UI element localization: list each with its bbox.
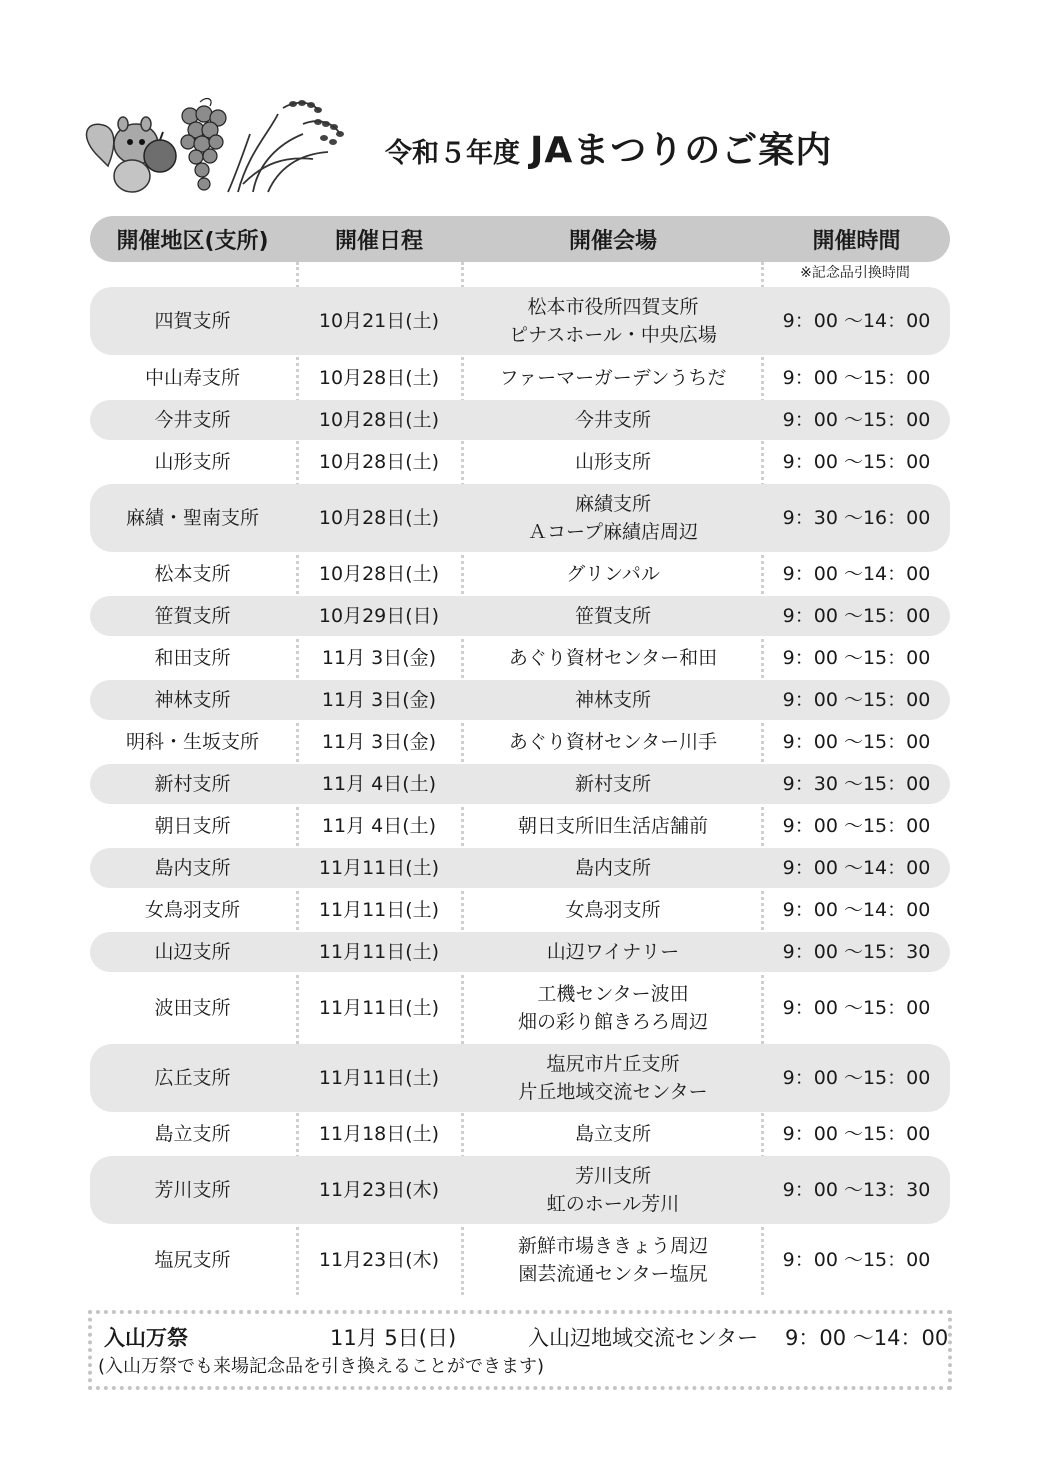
- row-date: 10月28日(土): [318, 409, 440, 431]
- row-date: 10月28日(土): [318, 367, 440, 389]
- row-district: 和田支所: [154, 647, 231, 669]
- venue-line: 虹のホール芳川: [546, 1193, 680, 1215]
- venue-line: ピナスホール・中央広場: [509, 324, 717, 346]
- row-district: 笹賀支所: [154, 605, 231, 627]
- table-row: [90, 1156, 950, 1224]
- venue-line: 麻績支所: [574, 493, 651, 515]
- row-time: 9：00 ～15：30: [782, 941, 931, 963]
- table-row: [90, 1226, 950, 1294]
- table-row: [90, 484, 950, 552]
- row-date: 11月 3日(金): [321, 647, 437, 669]
- grapes-icon: [181, 99, 226, 190]
- irisamba-time: 9：00 ～14：00: [785, 1326, 949, 1350]
- table-row: [90, 638, 950, 678]
- page-title: [385, 122, 832, 182]
- row-time: 9：30 ～16：00: [782, 507, 931, 529]
- table-row: [90, 974, 950, 1042]
- table-row: [90, 1114, 950, 1154]
- row-date: 11月11日(土): [318, 899, 440, 921]
- harvest-illustration: [78, 94, 348, 199]
- row-venue: [463, 806, 763, 846]
- venue-line: グリンパル: [566, 563, 660, 585]
- title-main: JAまつりのご案内: [530, 130, 833, 171]
- row-date: 11月11日(土): [318, 941, 440, 963]
- row-venue: [463, 442, 763, 482]
- table-row: [90, 287, 950, 355]
- venue-line: 朝日支所旧生活店舗前: [517, 815, 708, 837]
- row-district: 中山寿支所: [144, 367, 240, 389]
- row-time: 9：00 ～15：00: [782, 451, 931, 473]
- row-venue: [463, 554, 763, 594]
- venue-line: 新鮮市場ききょう周辺: [517, 1235, 708, 1257]
- row-venue: [463, 722, 763, 762]
- irisamba-name: 入山万祭: [104, 1326, 188, 1350]
- venue-line: Ａコープ麻績店周辺: [527, 521, 699, 543]
- venue-line: 園芸流通センター塩尻: [518, 1263, 708, 1285]
- row-venue: [463, 484, 763, 552]
- irisamba-venue: 入山辺地域交流センター: [528, 1326, 759, 1350]
- table-header: [90, 216, 950, 262]
- table-row: [90, 806, 950, 846]
- row-venue: [463, 764, 763, 804]
- row-date: 10月29日(日): [318, 605, 440, 627]
- row-district: 女鳥羽支所: [144, 899, 240, 921]
- venue-line: 島立支所: [574, 1123, 651, 1145]
- table-row: [90, 358, 950, 398]
- row-time: 9：00 ～14：00: [782, 857, 931, 879]
- row-district: 新村支所: [154, 773, 231, 795]
- row-venue: [463, 358, 763, 398]
- row-venue: [463, 974, 763, 1042]
- table-row: [90, 554, 950, 594]
- row-date: 11月 3日(金): [321, 689, 437, 711]
- venue-line: 島内支所: [574, 857, 651, 879]
- row-time: 9：00 ～14：00: [782, 899, 931, 921]
- row-venue: [463, 596, 763, 636]
- row-venue: [463, 638, 763, 678]
- venue-line: あぐり資材センター和田: [508, 647, 718, 669]
- row-time: 9：00 ～14：00: [782, 310, 931, 332]
- row-time: 9：00 ～15：00: [782, 1067, 931, 1089]
- row-time: 9：00 ～15：00: [782, 1123, 931, 1145]
- row-district: 麻績・聖南支所: [125, 507, 259, 529]
- row-venue: [463, 680, 763, 720]
- row-time: 9：00 ～13：30: [782, 1179, 931, 1201]
- header-time: 開催時間: [812, 228, 901, 254]
- row-date: 11月18日(土): [318, 1123, 440, 1145]
- row-venue: [463, 1114, 763, 1154]
- header-district: 開催地区(支所): [116, 228, 269, 254]
- row-date: 11月23日(木): [318, 1249, 440, 1271]
- row-venue: [463, 848, 763, 888]
- row-date: 10月21日(土): [318, 310, 440, 332]
- venue-line: 笹賀支所: [574, 605, 651, 627]
- row-district: 塩尻支所: [154, 1249, 231, 1271]
- row-date: 11月11日(土): [318, 1067, 440, 1089]
- table-row: [90, 722, 950, 762]
- row-district: 四賀支所: [154, 310, 231, 332]
- row-district: 広丘支所: [154, 1067, 231, 1089]
- row-time: 9：00 ～15：00: [782, 605, 931, 627]
- row-date: 10月28日(土): [318, 451, 440, 473]
- venue-line: 山形支所: [574, 451, 651, 473]
- row-district: 松本支所: [154, 563, 231, 585]
- venue-line: 新村支所: [574, 773, 651, 795]
- row-date: 11月 4日(土): [321, 773, 437, 795]
- venue-line: 片丘地域交流センター: [518, 1081, 708, 1103]
- row-district: 朝日支所: [154, 815, 231, 837]
- row-date: 10月28日(土): [318, 507, 440, 529]
- venue-line: あぐり資材センター川手: [508, 731, 718, 753]
- venue-line: 今井支所: [574, 409, 651, 431]
- row-venue: [463, 400, 763, 440]
- row-date: 11月 3日(金): [321, 731, 437, 753]
- row-venue: [463, 1044, 763, 1112]
- row-date: 11月11日(土): [318, 997, 440, 1019]
- row-date: 11月 4日(土): [321, 815, 437, 837]
- row-time: 9：00 ～14：00: [782, 563, 931, 585]
- table-row: [90, 596, 950, 636]
- venue-line: 松本市役所四賀支所: [527, 296, 699, 318]
- row-district: 島立支所: [154, 1123, 231, 1145]
- row-district: 波田支所: [154, 997, 231, 1019]
- rice-plant-icon: [228, 100, 344, 192]
- time-note: ※記念品引換時間: [800, 265, 910, 281]
- table-row: [90, 1044, 950, 1112]
- row-venue: [463, 1226, 763, 1294]
- venue-line: 工機センター波田: [537, 983, 689, 1005]
- row-time: 9：00 ～15：00: [782, 997, 931, 1019]
- row-venue: [463, 890, 763, 930]
- row-time: 9：30 ～15：00: [782, 773, 931, 795]
- row-venue: [463, 287, 763, 355]
- table-row: [90, 442, 950, 482]
- row-district: 明科・生坂支所: [125, 731, 259, 753]
- table-row: [90, 764, 950, 804]
- table-row: [90, 680, 950, 720]
- row-district: 今井支所: [154, 409, 231, 431]
- table-row: [90, 932, 950, 972]
- header-date: 開催日程: [334, 228, 423, 254]
- row-date: 10月28日(土): [318, 563, 440, 585]
- row-time: 9：00 ～15：00: [782, 731, 931, 753]
- table-row: [90, 848, 950, 888]
- row-time: 9：00 ～15：00: [782, 367, 931, 389]
- irisamba-date: 11月 5日(日): [330, 1326, 457, 1350]
- row-time: 9：00 ～15：00: [782, 815, 931, 837]
- row-time: 9：00 ～15：00: [782, 409, 931, 431]
- venue-line: 塩尻市片丘支所: [546, 1053, 680, 1075]
- table-row: [90, 400, 950, 440]
- table-row: [90, 890, 950, 930]
- venue-line: 神林支所: [574, 689, 651, 711]
- row-district: 芳川支所: [154, 1179, 231, 1201]
- row-time: 9：00 ～15：00: [782, 647, 931, 669]
- irisamba-note: (入山万祭でも来場記念品を引き換えることができます): [98, 1356, 545, 1377]
- venue-line: 芳川支所: [574, 1165, 651, 1187]
- venue-line: 山辺ワイナリー: [546, 941, 680, 963]
- row-date: 11月11日(土): [318, 857, 440, 879]
- row-date: 11月23日(木): [318, 1179, 440, 1201]
- row-time: 9：00 ～15：00: [782, 689, 931, 711]
- venue-line: 女鳥羽支所: [565, 899, 661, 921]
- squirrel-icon: [87, 117, 176, 192]
- row-district: 山形支所: [154, 451, 231, 473]
- venue-line: 畑の彩り館きろろ周辺: [517, 1011, 708, 1033]
- row-district: 山辺支所: [154, 941, 231, 963]
- row-time: 9：00 ～15：00: [782, 1249, 931, 1271]
- row-district: 神林支所: [154, 689, 231, 711]
- row-venue: [463, 932, 763, 972]
- title-year: 令和５年度: [385, 138, 520, 169]
- venue-line: ファーマーガーデンうちだ: [499, 367, 727, 389]
- row-district: 島内支所: [154, 857, 231, 879]
- header-venue: 開催会場: [568, 228, 657, 254]
- row-venue: [463, 1156, 763, 1224]
